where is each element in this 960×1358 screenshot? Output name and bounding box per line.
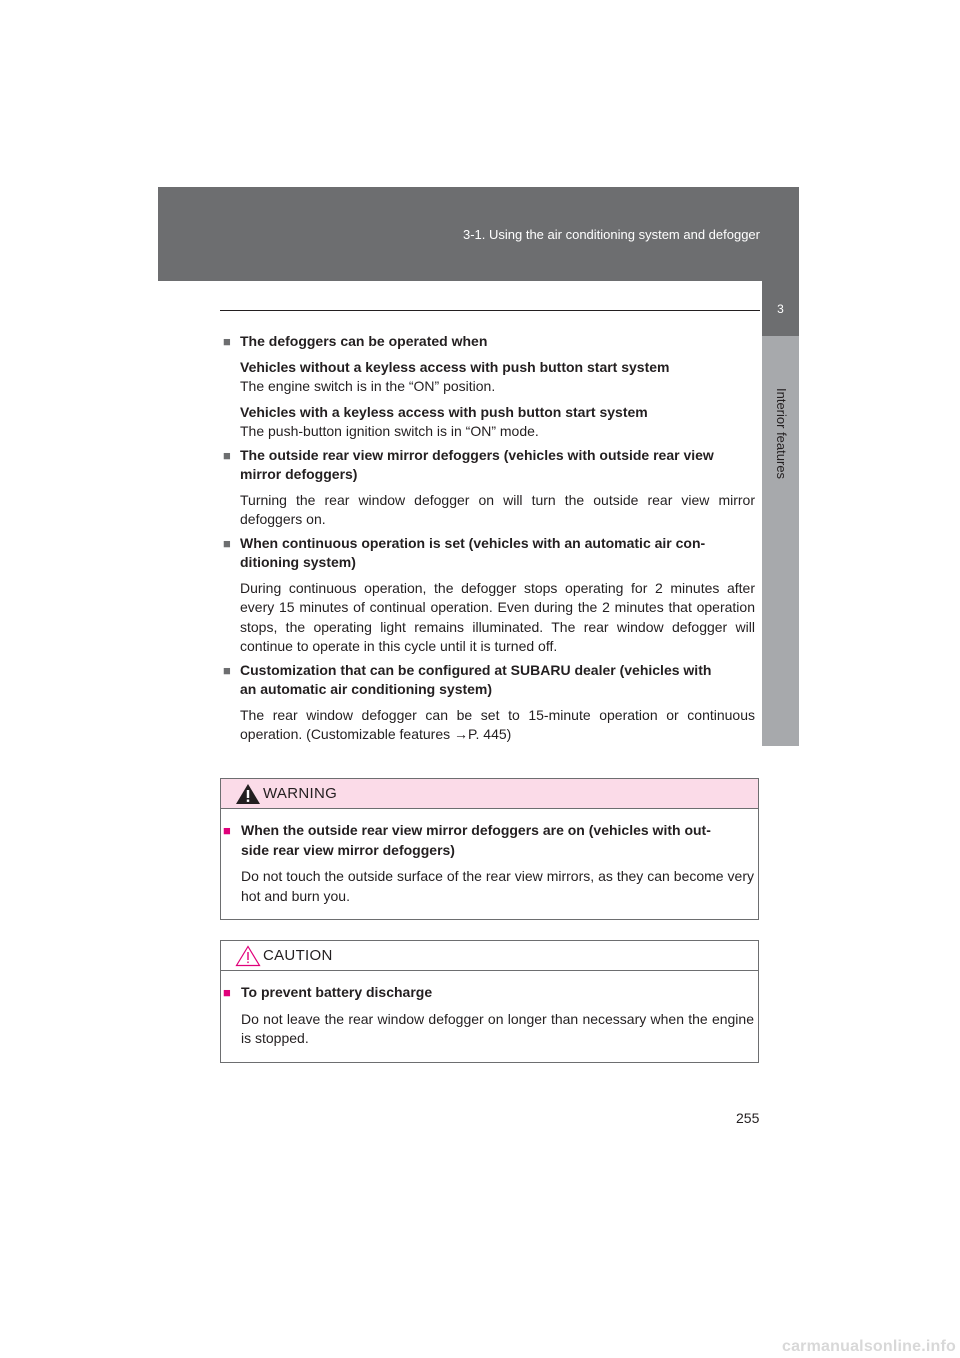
chapter-label-tab [762, 336, 799, 746]
square-bullet-icon: ■ [223, 662, 231, 678]
section-divider [220, 310, 760, 311]
main-content [223, 328, 755, 749]
caution-header [221, 941, 758, 971]
chapter-header [158, 187, 799, 281]
warning-label: WARNING [263, 785, 338, 802]
square-bullet-icon: ■ [223, 334, 231, 349]
paragraph: The engine switch is in the “ON” position. [240, 378, 496, 394]
caution-label: CAUTION [263, 947, 333, 964]
paragraph: Turning the rear window defogger on will turn the outside rear view mirror defoggers on. [240, 491, 755, 527]
square-bullet-icon: ■ [223, 447, 231, 463]
caution-heading: ■ To prevent battery discharge [223, 983, 754, 1003]
page-number: 255 [736, 1110, 760, 1126]
paragraph: During continuous operation, the defogger stops operating for 2 minutes after every 15 minutes of continual operation. Even during the 2 minutes that operation stops, the operating light remains illuminated. The rear window defogger will continue to operate in this cycle until it is turned off. [240, 579, 755, 654]
square-bullet-icon: ■ [223, 823, 231, 838]
square-bullet-icon: ■ [223, 985, 231, 1000]
sub-heading: Vehicles without a keyless access with push button start system [240, 358, 670, 375]
warning-box [220, 778, 759, 920]
section-heading: ■ When continuous operation is set (vehicles with an automatic air con- ditioning system) [223, 534, 706, 570]
chapter-title: 3-1. Using the air conditioning system and defogger [462, 227, 760, 242]
warning-triangle-icon [235, 783, 261, 805]
caution-box [220, 940, 759, 1063]
warning-header [221, 779, 758, 809]
paragraph: The push-button ignition switch is in “ON” mode. [240, 423, 539, 439]
chapter-number-tab [762, 281, 799, 336]
section-heading: ■ The outside rear view mirror defoggers (vehicles with outside rear view mirror defoggers) [223, 446, 714, 482]
warning-heading: ■ When the outside rear view mirror defoggers are on (vehicles with out- side rear view mirror defoggers) [223, 822, 711, 858]
chapter-number: 3 [777, 301, 784, 316]
chapter-label: Interior features [773, 388, 789, 480]
sub-heading: Vehicles with a keyless access with push button start system [240, 403, 648, 420]
watermark: carmanualsonline.info [781, 1338, 956, 1355]
warning-text: Do not touch the outside surface of the rear view mirrors, as they can become very hot and burn you. [241, 868, 754, 904]
caution-text: Do not leave the rear window defogger on longer than necessary when the engine is stopped. [241, 1010, 754, 1046]
square-bullet-icon: ■ [223, 535, 231, 551]
section-heading: ■ Customization that can be configured at SUBARU dealer (vehicles with an automatic air conditioning system) [223, 661, 712, 697]
caution-triangle-icon [235, 945, 261, 967]
paragraph: The rear window defogger can be set to 15-minute operation or continuous operation. (Customizable features →P. 445) [240, 706, 755, 742]
section-heading: ■ The defoggers can be operated when [223, 332, 755, 352]
